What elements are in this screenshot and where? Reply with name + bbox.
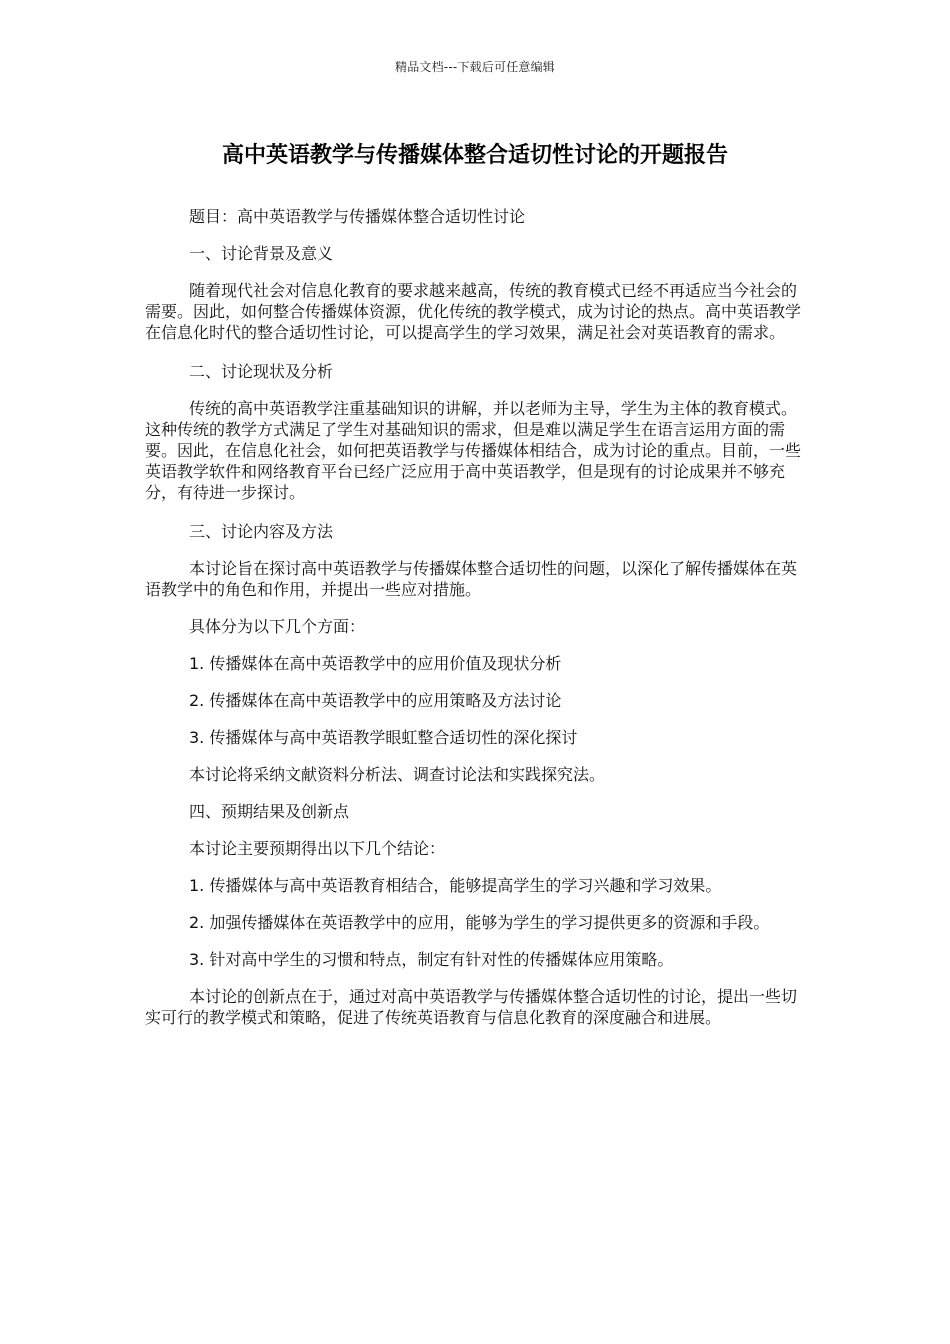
results-intro: 本讨论主要预期得出以下几个结论： [189,839,446,858]
background-paragraph: 随着现代社会对信息化教育的要求越来越高，传统的教育模式已经不再适应当今社会的需要。因此，如何整合传播媒体资源，优化传统的教学模式，成为讨论的热点。高中英语教学在信息化时代的整合适切性讨论，可以提高学生的学习效果，满足社会对英语教育的需求。 [145,281,802,342]
methods-paragraph: 本讨论将采纳文献资料分析法、调查讨论法和实践探究法。 [189,765,606,784]
results-list-item: 1. 传播媒体与高中英语教育相结合，能够提高学生的学习兴趣和学习效果。 [189,876,722,895]
content-paragraph: 本讨论旨在探讨高中英语教学与传播媒体整合适切性的问题，以深化了解传播媒体在英语教学中的角色和作用，并提出一些应对措施。 [145,559,798,599]
results-list-item: 2. 加强传播媒体在英语教学中的应用，能够为学生的学习提供更多的资源和手段。 [189,913,770,932]
status-paragraph: 传统的高中英语教学注重基础知识的讲解，并以老师为主导，学生为主体的教育模式。这种传统的教学方式满足了学生对基础知识的需求，但是难以满足学生在语言运用方面的需要。因此，在信息化社会，如何把英语教学与传播媒体相结合，成为讨论的重点。目前，一些英语教学软件和网络教育平台已经广泛应用于高中英语教学，但是现有的讨论成果并不够充分，有待进一步探讨。 [145,399,802,502]
content-aspects-intro: 具体分为以下几个方面： [189,617,366,636]
document-body [145,206,807,1044]
page-header: 精品文档---下载后可任意编辑 [395,60,555,74]
topic-line: 题目：高中英语教学与传播媒体整合适切性讨论 [189,207,526,226]
innovation-paragraph: 本讨论的创新点在于，通过对高中英语教学与传播媒体整合适切性的讨论，提出一些切实可行的教学模式和策略，促进了传统英语教育与信息化教育的深度融合和进展。 [145,987,798,1027]
section-heading-status: 二、讨论现状及分析 [189,362,334,381]
results-list-item: 3. 针对高中学生的习惯和特点，制定有针对性的传播媒体应用策略。 [189,950,674,969]
content-list-item: 3. 传播媒体与高中英语教学眼虹整合适切性的深化探讨 [189,728,578,747]
section-heading-content: 三、讨论内容及方法 [189,522,334,541]
content-list-item: 2. 传播媒体在高中英语教学中的应用策略及方法讨论 [189,691,562,710]
content-list-item: 1. 传播媒体在高中英语教学中的应用价值及现状分析 [189,654,562,673]
section-heading-results: 四、预期结果及创新点 [189,802,350,821]
section-heading-background: 一、讨论背景及意义 [189,244,334,263]
document-title: 高中英语教学与传播媒体整合适切性讨论的开题报告 [221,143,728,168]
